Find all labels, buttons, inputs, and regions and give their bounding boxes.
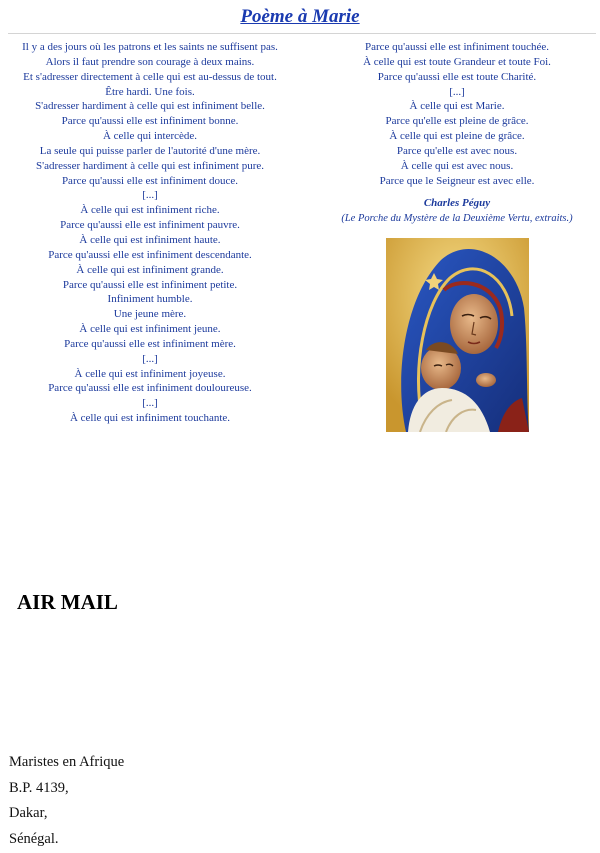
poem-line: [...] (142, 189, 158, 202)
address-line: B.P. 4139, (9, 779, 69, 796)
title-divider (8, 33, 596, 34)
poem-line: Il y a des jours où les patrons et les saints ne suffisent pas. (22, 41, 278, 53)
poem-line: [...] (449, 85, 465, 98)
poem-line: Parce qu'elle est avec nous. (396, 144, 518, 157)
poem-line: La seule qui puisse parler de l'autorité d'une mère. (39, 144, 261, 157)
address-line: Sénégal. (9, 831, 59, 848)
poem-line: À celle qui est Marie. (409, 100, 505, 113)
poem-line: Parce qu'aussi elle est infiniment mère. (64, 337, 236, 350)
poem-line: À celle qui est infiniment riche. (80, 204, 220, 217)
poem-line: Parce qu'aussi elle est infiniment descendante. (48, 248, 252, 261)
address-line: Maristes en Afrique (9, 754, 125, 770)
poem-line: S'adresser hardiment à celle qui est infiniment pure. (35, 159, 265, 172)
poem-line: À celle qui est infiniment haute. (79, 233, 221, 246)
poem-source: (Le Porche du Mystère de la Deuxième Vertu, extraits.) (341, 213, 573, 224)
poem-line: Parce qu'aussi elle est toute Charité. (377, 70, 537, 83)
poem-line: Parce que le Seigneur est avec elle. (379, 174, 535, 187)
virgin-and-child-icon-image (386, 238, 529, 432)
poem-line: À celle qui est infiniment grande. (76, 263, 224, 276)
poem-line: Une jeune mère. (113, 308, 187, 321)
poem-right-column (312, 40, 600, 188)
poem-line: À celle qui est toute Grandeur et toute Foi. (363, 55, 551, 68)
poem-line: Parce qu'aussi elle est infiniment pauvre. (60, 219, 240, 232)
address-line: Dakar, (9, 805, 48, 822)
poem-line: À celle qui est infiniment joyeuse. (74, 367, 226, 380)
poem-line: Alors il faut prendre son courage à deux mains. (45, 55, 255, 68)
poem-author: Charles Péguy (423, 197, 491, 209)
poem-line: Parce qu'aussi elle est infiniment douce. (61, 174, 239, 187)
poem-line: À celle qui est pleine de grâce. (389, 130, 525, 143)
poem-line: [...] (142, 397, 158, 410)
poem-line: À celle qui intercède. (102, 130, 198, 143)
poem-line: Parce qu'elle est pleine de grâce. (385, 115, 529, 128)
poem-left-column (5, 40, 295, 426)
poem-line: Parce qu'aussi elle est infiniment petite. (62, 278, 238, 291)
postal-address (9, 750, 124, 853)
air-mail-label: AIR MAIL (17, 590, 118, 614)
poem-line: Infiniment humble. (107, 293, 193, 306)
poem-line: Parce qu'aussi elle est infiniment douloureuse. (48, 382, 252, 395)
poem-line: À celle qui est infiniment touchante. (69, 412, 231, 425)
poem-line: Parce qu'aussi elle est infiniment touchée. (364, 41, 550, 53)
poem-line: Et s'adresser directement à celle qui est au-dessus de tout. (23, 70, 277, 83)
poem-line: À celle qui est infiniment jeune. (79, 323, 221, 336)
poem-line: Parce qu'aussi elle est infiniment bonne. (61, 115, 239, 128)
poem-line: À celle qui est avec nous. (400, 159, 514, 172)
poem-title: Poème à Marie (240, 6, 360, 27)
poem-line: [...] (142, 352, 158, 365)
poem-line: S'adresser hardiment à celle qui est infiniment belle. (35, 100, 265, 113)
poem-line: Être hardi. Une fois. (105, 85, 195, 98)
